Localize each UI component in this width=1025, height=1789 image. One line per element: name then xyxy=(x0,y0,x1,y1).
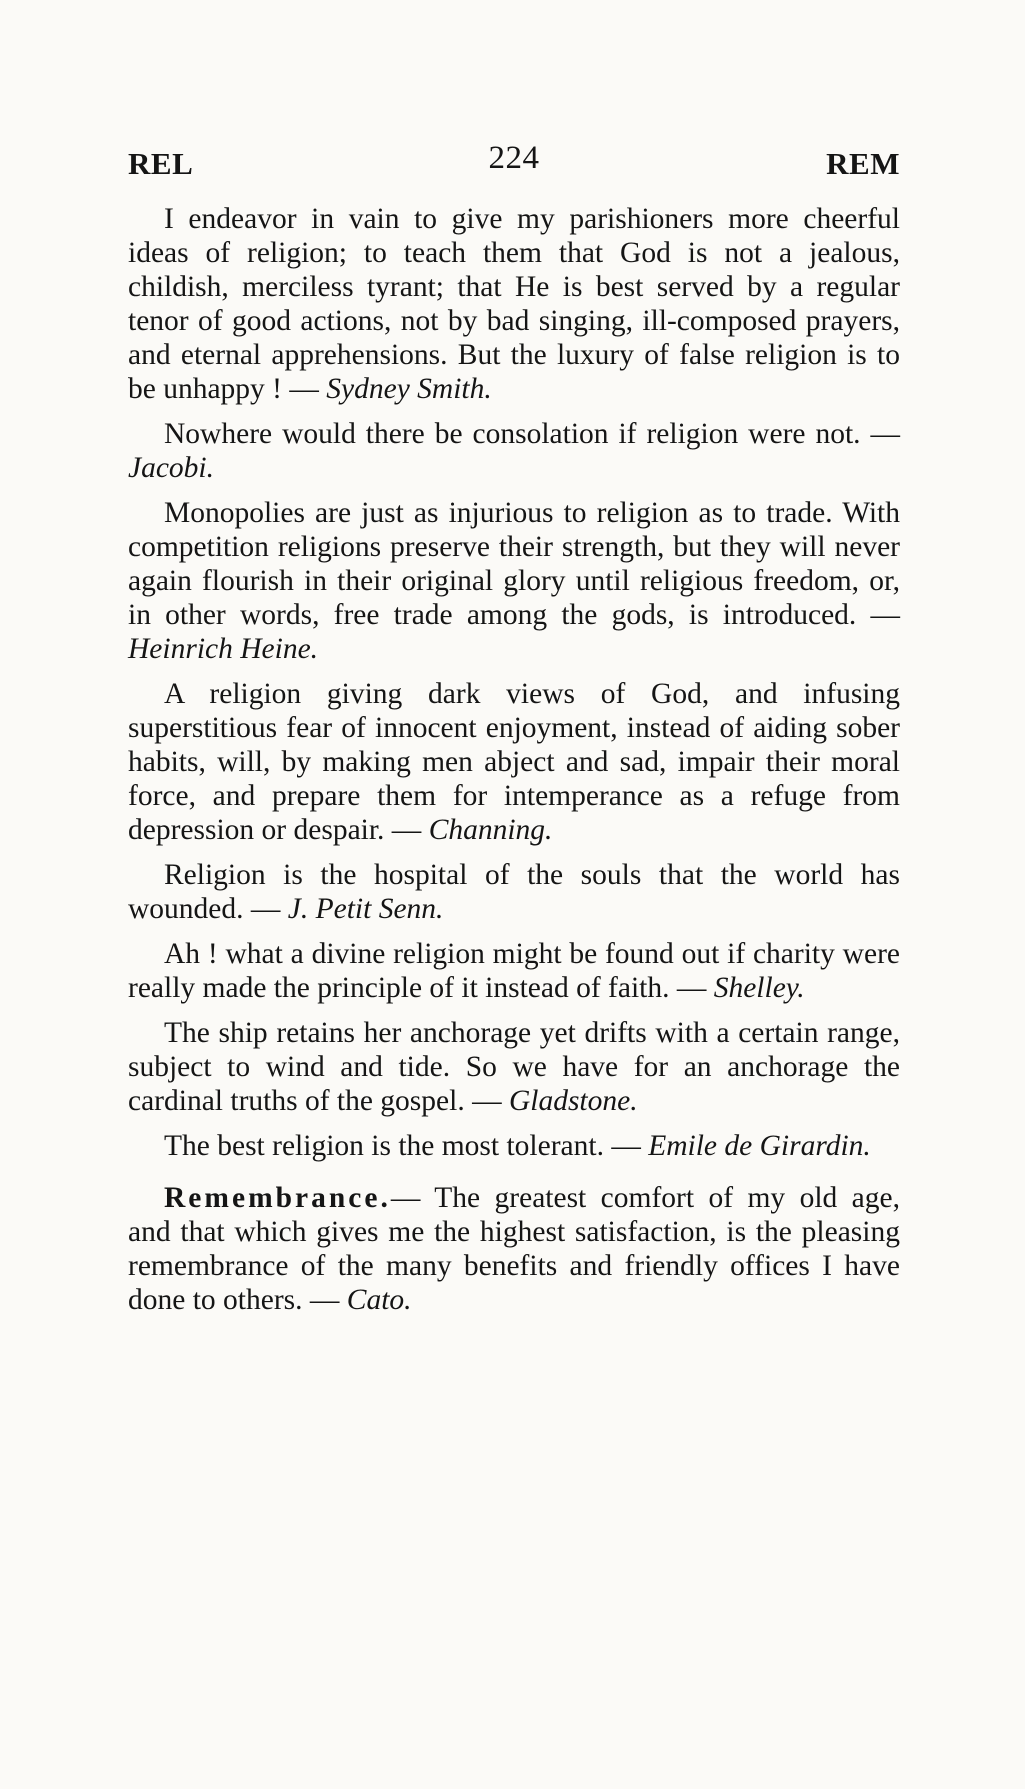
quotation-author: Emile de Girardin. xyxy=(648,1130,871,1162)
quotation-author: Cato. xyxy=(346,1284,412,1316)
quotation-list xyxy=(128,202,900,1317)
book-page xyxy=(128,140,900,1328)
running-header xyxy=(128,140,900,192)
page-number: 224 xyxy=(488,140,540,176)
quotation-author: Channing. xyxy=(428,814,553,846)
quotation-text: Nowhere would there be consolation if religion were not. — xyxy=(164,418,900,450)
quotation-text: The ship retains her anchorage yet drifts with a certain range, subject to wind and tide. So we have for an anchorage the cardinal truths of the gospel. — xyxy=(128,1017,900,1117)
quotation-author: Shelley. xyxy=(713,972,805,1004)
header-right-guideword: REM xyxy=(826,146,900,181)
quotation-text: The best religion is the most tolerant. — xyxy=(164,1130,649,1162)
header-left-guideword: REL xyxy=(128,146,194,181)
quotation-author: J. Petit Senn. xyxy=(287,893,444,925)
quotation-text: Monopolies are just as injurious to religion as to trade. With competition religions preserve their strength, but they will never again flourish in their original glory until religious freedom, or, in other words, free trade among the gods, is introduced. — xyxy=(128,497,900,631)
quotation xyxy=(128,417,900,485)
quotation-author: Gladstone. xyxy=(508,1085,638,1117)
quotation-text: — The greatest comfort of my old age, and that which gives me the highest satisfaction, is the pleasing remembrance of the many benefits and friendly offices I have done to others. — xyxy=(128,1182,900,1316)
quotation-author: Jacobi. xyxy=(128,452,215,484)
quotation xyxy=(128,937,900,1005)
remembrance-entry xyxy=(128,1181,900,1317)
quotation-author: Sydney Smith. xyxy=(326,373,492,405)
quotation-text: Ah ! what a divine religion might be found out if charity were really made the principle of it instead of faith. — xyxy=(128,938,900,1004)
quotation xyxy=(128,1129,900,1163)
quotation xyxy=(128,1016,900,1118)
quotation-text: Religion is the hospital of the souls that the world has wounded. — xyxy=(128,859,900,925)
quotation xyxy=(128,677,900,847)
quotation-text: A religion giving dark views of God, and infusing superstitious fear of innocent enjoyment, instead of aiding sober habits, will, by making men abject and sad, impair their moral force, and prepare them for intemperance as a refuge from depression or despair. — xyxy=(128,678,900,846)
quotation-author: Heinrich Heine. xyxy=(128,633,319,665)
quotation xyxy=(128,496,900,666)
entry-headword: Remembrance. xyxy=(164,1182,391,1214)
quotation xyxy=(128,202,900,406)
quotation-text: I endeavor in vain to give my parishioners more cheerful ideas of religion; to teach them that God is not a jealous, childish, merciless tyrant; that He is best served by a regular tenor of good actions, not by bad singing, ill-composed prayers, and eternal apprehensions. But the luxury of false religion is to be unhappy ! — xyxy=(128,203,900,405)
quotation xyxy=(128,858,900,926)
